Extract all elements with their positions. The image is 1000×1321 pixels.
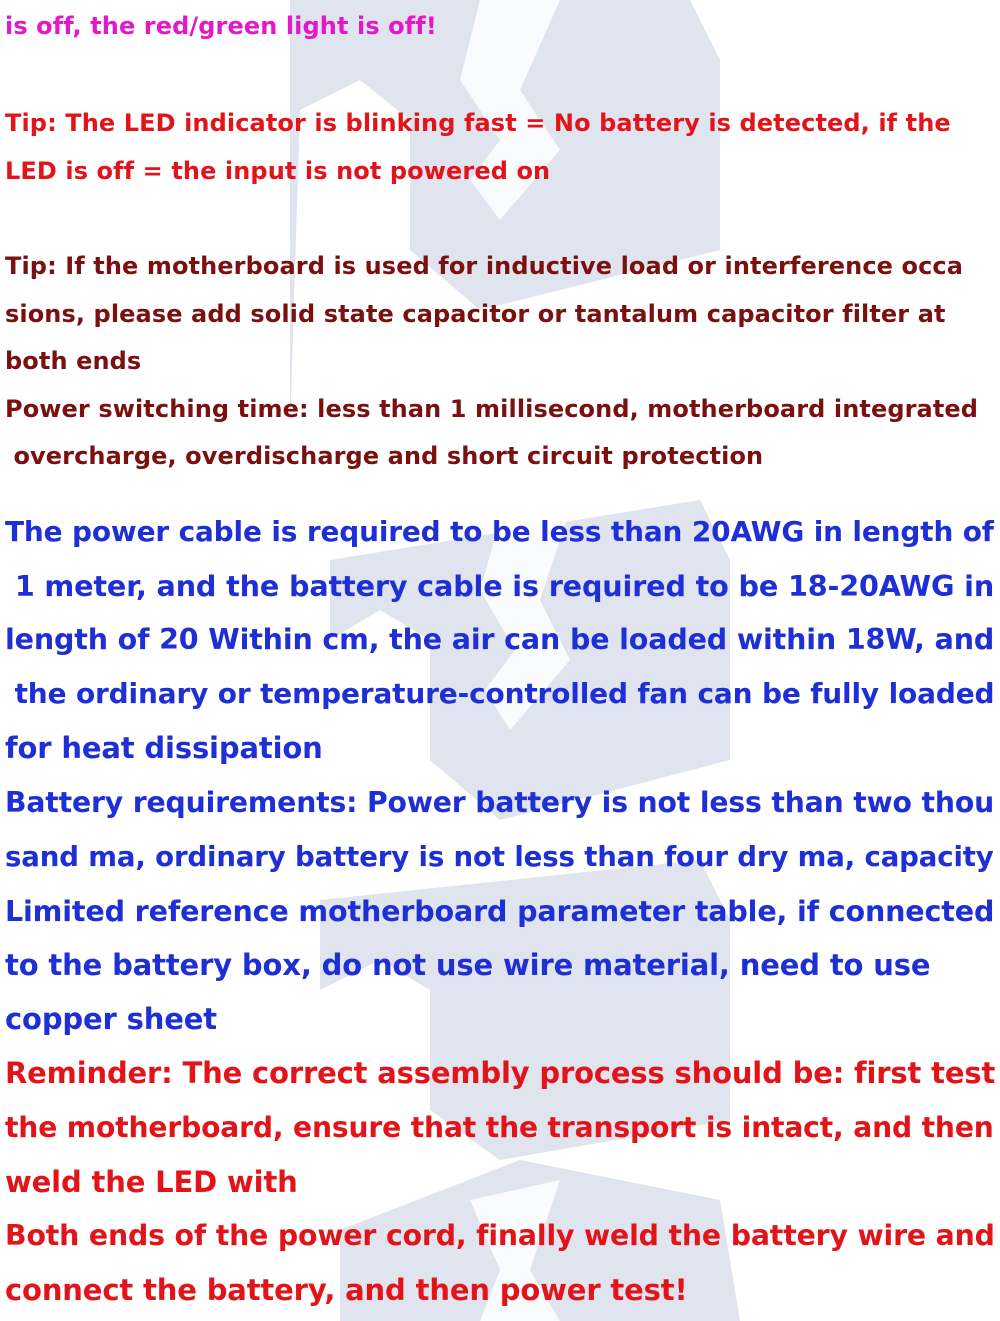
reminder-line: connect the battery, and then power test! (5, 1273, 688, 1307)
cable-requirement-line: 1 meter, and the battery cable is required to be 18-20AWG in (5, 569, 995, 603)
status-text-line: is off, the red/green light is off! (5, 12, 437, 40)
tip-inductive-line: Tip: If the motherboard is used for inductive load or interference occa (5, 252, 964, 280)
cable-requirement-line: The power cable is required to be less than 20AWG in length of (5, 515, 994, 548)
cable-requirement-line: for heat dissipation (5, 731, 323, 765)
tip-inductive-line: both ends (5, 347, 142, 375)
reminder-line: Reminder: The correct assembly process should be: first test (5, 1056, 996, 1090)
battery-requirement-line: to the battery box, do not use wire material, need to use (5, 948, 931, 982)
battery-requirement-line: sand ma, ordinary battery is not less than four dry ma, capacity (5, 840, 994, 873)
battery-requirement-line: Limited reference motherboard parameter table, if connected (5, 894, 995, 928)
tip-inductive-line: Power switching time: less than 1 millisecond, motherboard integrated (5, 395, 979, 423)
battery-requirement-line: copper sheet (5, 1002, 218, 1036)
tip-inductive-line: overcharge, overdischarge and short circuit protection (5, 442, 764, 470)
cable-requirement-line: length of 20 Within cm, the air can be loaded within 18W, and (5, 623, 995, 656)
reminder-line: weld the LED with (5, 1165, 298, 1199)
cable-requirement-line: the ordinary or temperature-controlled fan can be fully loaded (5, 677, 995, 710)
battery-requirement-line: Battery requirements: Power battery is not less than two thou (5, 786, 995, 819)
tip-led-line: LED is off = the input is not powered on (5, 157, 551, 185)
reminder-line: Both ends of the power cord, finally weld the battery wire and (5, 1219, 995, 1252)
tip-led-line: Tip: The LED indicator is blinking fast = No battery is detected, if the (5, 109, 951, 137)
reminder-line: the motherboard, ensure that the transport is intact, and then (5, 1111, 994, 1144)
tip-inductive-line: sions, please add solid state capacitor or tantalum capacitor filter at (5, 300, 946, 328)
